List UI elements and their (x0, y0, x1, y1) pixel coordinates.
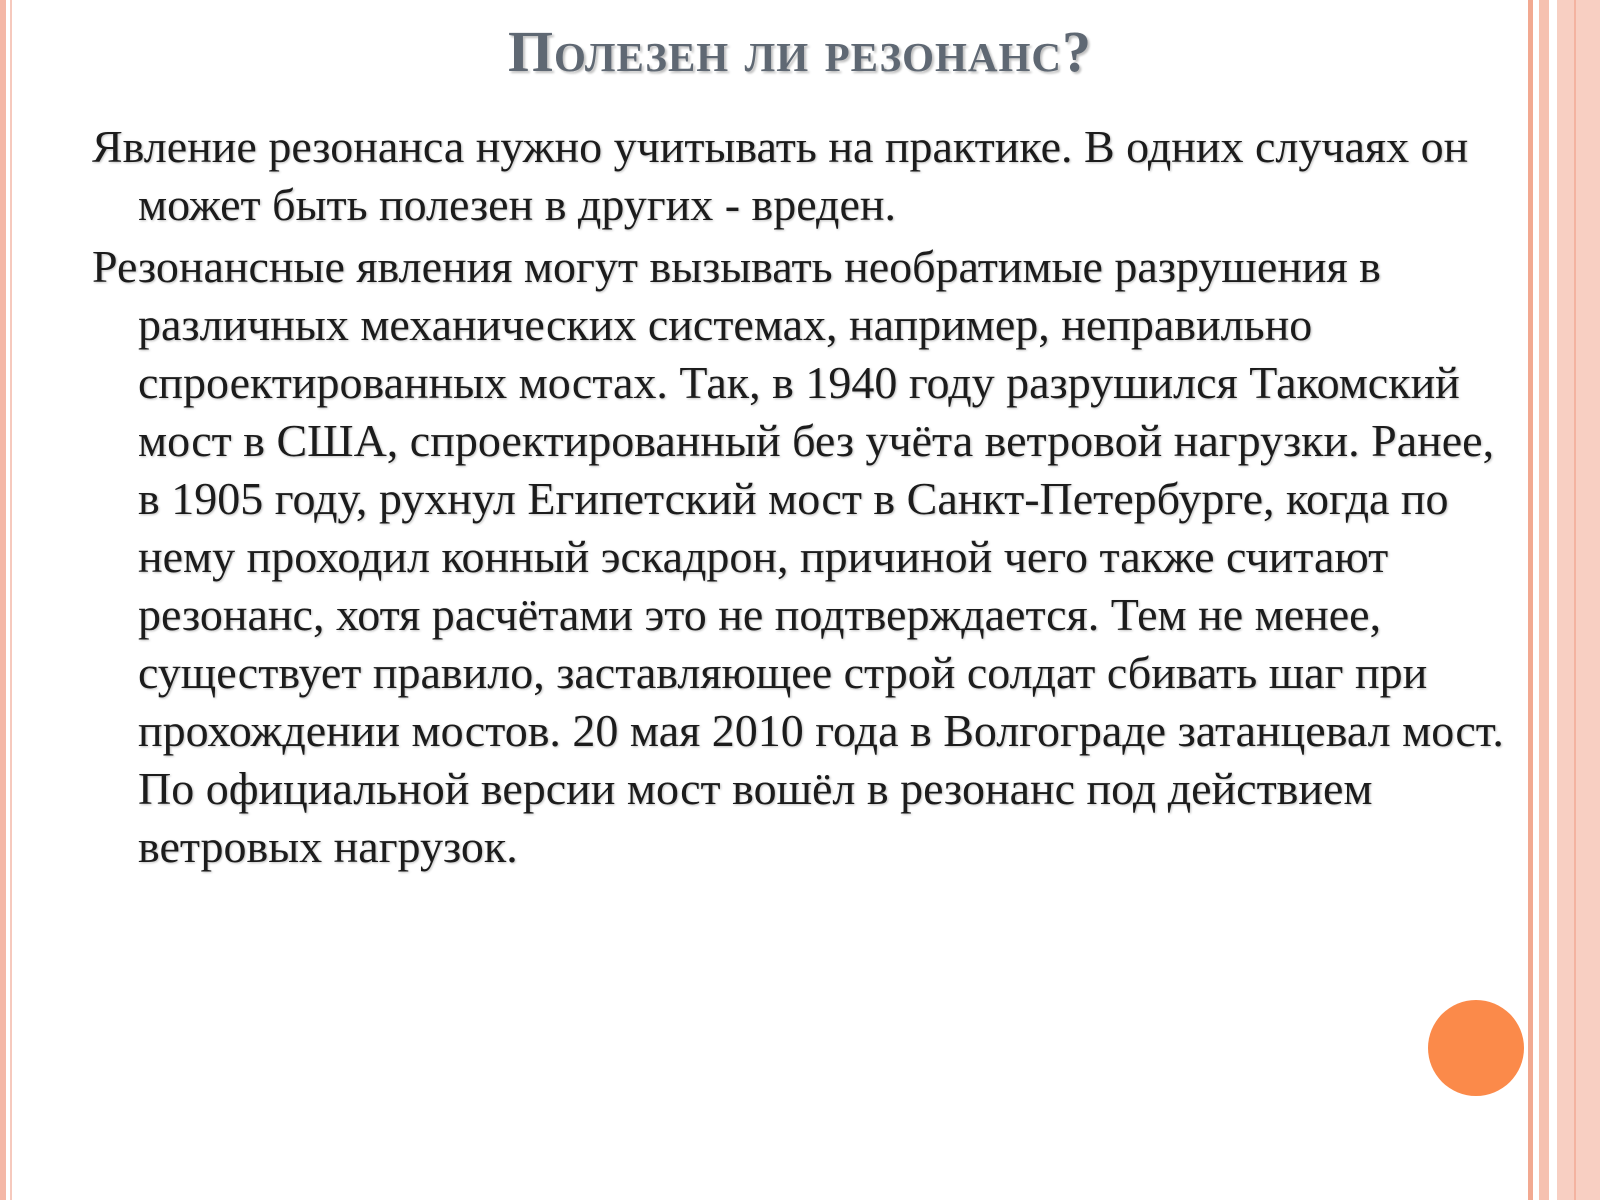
decorative-circle (1428, 1000, 1524, 1096)
right-frame-line (1574, 0, 1576, 1200)
left-frame-stripe (0, 0, 6, 1200)
paragraph: Явление резонанса нужно учитывать на практике. В одних случаях он может быть полезен в других - вреден. (92, 121, 1469, 230)
right-frame-stripe (1528, 0, 1533, 1200)
left-frame-line (10, 0, 12, 1200)
slide-title: Полезен ли резонанс? (507, 19, 1093, 84)
right-frame-band (1557, 0, 1600, 1200)
right-frame-stripe (1539, 0, 1549, 1200)
slide-body (92, 118, 1522, 880)
paragraph: Резонансные явления могут вызывать необратимые разрушения в различных механических системах, например, неправильно спроектированных мостах. Так, в 1940 году разрушился Такомский мост в США, спроектированный без учёта ветровой нагрузки. Ранее, в 1905 году, рухнул Египетский мост в Санкт-Петербурге, когда по нему проходил конный эскадрон, причиной чего также считают резонанс, хотя расчётами это не подтверждается. Тем не менее, существует правило, заставляющее строй солдат сбивать шаг при прохождении мостов. 20 мая 2010 года в Волгограде затанцевал мост. По официальной версии мост вошёл в резонанс под действием ветровых нагрузок. (92, 241, 1504, 872)
